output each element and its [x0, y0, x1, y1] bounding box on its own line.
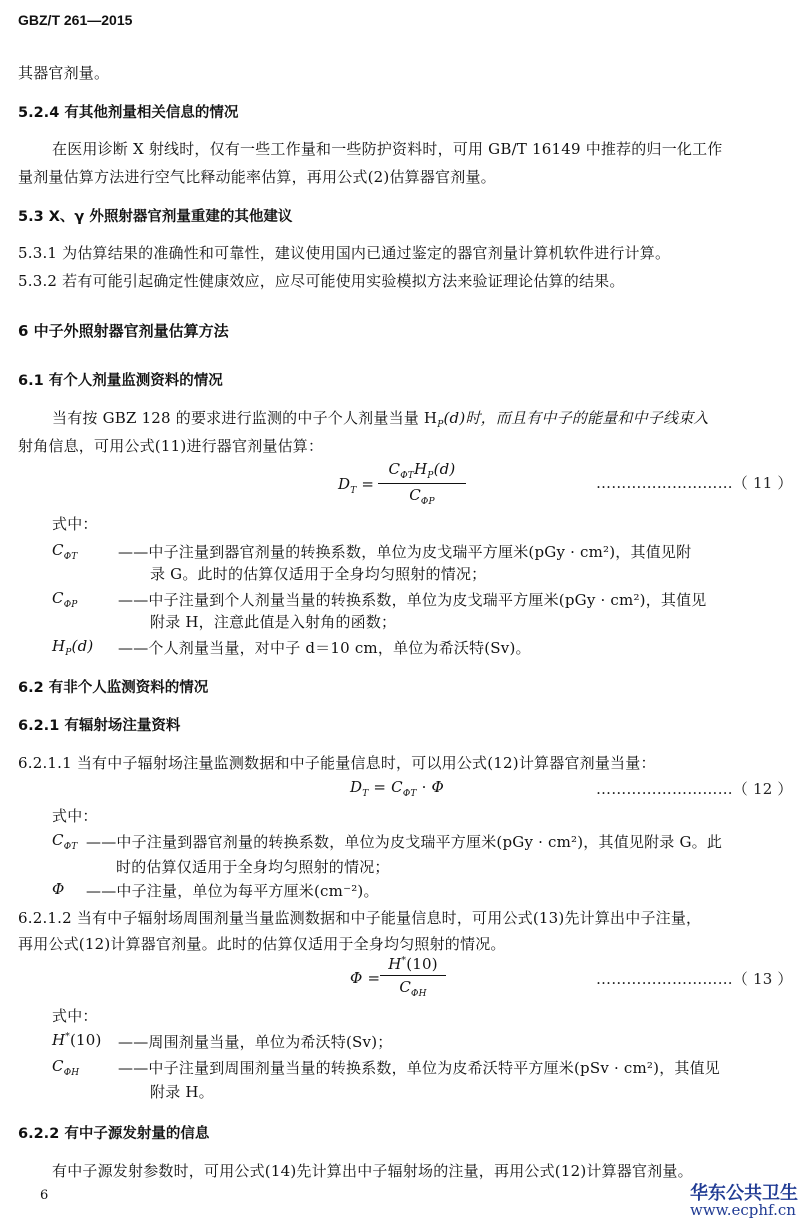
fraction-denominator: [378, 484, 466, 507]
symbol-phi: Φ: [431, 778, 445, 796]
equals-sign: =: [367, 969, 381, 987]
symbol-h: H: [414, 460, 428, 478]
symbol-sub: ΦT: [400, 471, 415, 481]
symbol-sub: ΦP: [63, 600, 78, 610]
symbol-phi: Φ: [350, 969, 363, 987]
fraction-numerator: [380, 955, 446, 976]
symbol-c: C: [52, 831, 64, 849]
var-phi: Φ: [52, 880, 65, 898]
equation-11-number: ………………………（ 11 ）: [596, 474, 793, 492]
symbol-sub: ΦH: [63, 1068, 80, 1078]
var-c-phi-h: [52, 1057, 79, 1078]
clause-5-3-2: 5.3.2 若有可能引起确定性健康效应，应尽可能使用实验模拟方法来验证理论估算的结果。: [18, 272, 625, 290]
section-heading-5-2-4: 5.2.4 有其他剂量相关信息的情况: [18, 105, 239, 121]
doc-standard-number: GBZ/T 261—2015: [18, 12, 133, 28]
symbol-c: C: [52, 589, 64, 607]
paragraph-line: [52, 407, 709, 430]
equation-12: [350, 778, 444, 799]
clause-6-2-1-2: 6.2.1.2 当有中子辐射场周围剂量当量监测数据和中子能量信息时，可用公式(13)先计算出中子注量，: [18, 909, 702, 927]
equation-11-lhs: [338, 475, 374, 496]
section-heading-6-1: 6.1 有个人剂量监测资料的情况: [18, 373, 223, 389]
watermark-url: www.ecphf.cn: [690, 1201, 796, 1219]
symbol-sub: P: [437, 420, 444, 430]
page-number: 6: [40, 1188, 49, 1203]
equation-13-number: ………………………（ 13 ）: [596, 970, 793, 988]
section-heading-6-2: 6.2 有非个人监测资料的情况: [18, 680, 209, 696]
symbol-c: C: [388, 460, 401, 478]
symbol-sub: P: [427, 471, 434, 481]
equals-sign: =: [361, 475, 375, 493]
symbol-sub: P: [65, 648, 72, 658]
var-c-phi-p: [52, 589, 78, 610]
symbol-d-upper: D: [338, 475, 351, 493]
symbol-arg: (10): [406, 955, 438, 973]
fraction-denominator: [380, 976, 446, 999]
paragraph-line: 再用公式(12)计算器官剂量。此时的估算仅适用于全身均匀照射的情况。: [18, 935, 506, 953]
var-definition: 录 G。此时的估算仅适用于全身均匀照射的情况；: [150, 565, 487, 583]
paragraph-line: 其器官剂量。: [18, 64, 110, 82]
symbol-sup: *: [65, 1032, 70, 1042]
var-definition: 附录 H。: [150, 1083, 214, 1101]
section-heading-5-3: 5.3 X、γ 外照射器官剂量重建的其他建议: [18, 209, 293, 225]
equation-11-fraction: [378, 460, 466, 507]
paragraph-line: 量剂量估算方法进行空气比释动能率估算，再用公式(2)估算器官剂量。: [18, 168, 496, 186]
var-definition: ——中子注量，单位为每平方厘米(cm⁻²)。: [86, 882, 379, 900]
symbol-c: C: [409, 486, 421, 504]
paragraph-line: 在医用诊断 X 射线时，仅有一些工作量和一些防护资料时，可用 GB/T 16149 中推荐的归一化工作: [52, 140, 723, 158]
symbol-d: (d): [71, 637, 94, 655]
section-heading-6-2-1: 6.2.1 有辐射场注量资料: [18, 718, 181, 734]
var-c-phi-t: [52, 541, 77, 562]
var-definition: ——中子注量到器官剂量的转换系数，单位为皮戈瑞平方厘米(pGy · cm²)，其值见附录 G。此: [86, 833, 723, 851]
multiply-dot: ·: [421, 778, 427, 796]
var-definition: 时的估算仅适用于全身均匀照射的情况；: [116, 858, 390, 876]
clause-6-2-1-1: 6.2.1.1 当有中子辐射场注量监测数据和中子能量信息时，可以用公式(12)计算器官剂量当量：: [18, 754, 656, 772]
watermark-name: 华东公共卫生: [690, 1183, 798, 1204]
symbol-sub: T: [362, 789, 369, 799]
text-segment: 当有按 GBZ 128 的要求进行监测的中子个人剂量当量 H: [52, 409, 438, 427]
symbol-sub: T: [350, 486, 357, 496]
paragraph-line: 射角信息，可用公式(11)进行器官剂量估算：: [18, 437, 324, 455]
symbol-arg: (10): [69, 1031, 102, 1049]
symbol-d: (d): [433, 460, 456, 478]
where-label: 式中：: [52, 1007, 98, 1025]
symbol-c: C: [52, 1057, 64, 1075]
var-hp-d: [52, 637, 93, 658]
symbol-h: H: [52, 1031, 66, 1049]
chapter-heading-6: 6 中子外照射器官剂量估算方法: [18, 322, 229, 340]
var-c-phi-t: [52, 831, 77, 852]
var-definition: ——中子注量到个人剂量当量的转换系数，单位为皮戈瑞平方厘米(pGy · cm²)，其值见: [118, 591, 707, 609]
equals-sign: =: [373, 778, 387, 796]
section-heading-6-2-2: 6.2.2 有中子源发射量的信息: [18, 1126, 210, 1142]
symbol-sub: ΦP: [420, 497, 435, 507]
var-definition: ——中子注量到器官剂量的转换系数，单位为皮戈瑞平方厘米(pGy · cm²)，其值见附: [118, 543, 692, 561]
var-definition: ——个人剂量当量，对中子 d＝10 cm，单位为希沃特(Sv)。: [118, 639, 531, 657]
symbol-c: C: [391, 778, 403, 796]
equation-12-number: ………………………（ 12 ）: [596, 780, 793, 798]
clause-5-3-1: 5.3.1 为估算结果的准确性和可靠性，建议使用国内已通过鉴定的器官剂量计算机软件进行计算。: [18, 244, 671, 262]
where-label: 式中：: [52, 807, 98, 825]
var-definition: ——周围剂量当量，单位为希沃特(Sv)；: [118, 1033, 393, 1051]
symbol-d: (d)时，而且有中子的能量和中子线束入: [443, 409, 709, 427]
var-definition: 附录 H，注意此值是入射角的函数；: [150, 613, 397, 631]
symbol-h: H: [52, 637, 66, 655]
symbol-d-upper: D: [350, 778, 363, 796]
symbol-c: C: [52, 541, 64, 559]
symbol-c: C: [399, 978, 412, 996]
symbol-sub: ΦT: [63, 842, 78, 852]
symbol-sub: ΦT: [63, 552, 78, 562]
equation-13-fraction: [380, 955, 446, 999]
var-definition: ——中子注量到周围剂量当量的转换系数，单位为皮希沃特平方厘米(pSv · cm²)，其值见: [118, 1059, 721, 1077]
symbol-sub: ΦT: [402, 789, 417, 799]
symbol-sub: ΦH: [411, 989, 427, 999]
var-h-star-10: [52, 1031, 102, 1049]
equation-13-lhs: [350, 969, 380, 987]
symbol-sup: *: [401, 956, 407, 966]
where-label: 式中：: [52, 515, 98, 533]
fraction-numerator: [378, 460, 466, 484]
symbol-h: H: [388, 955, 402, 973]
paragraph-line: 有中子源发射参数时，可用公式(14)先计算出中子辐射场的注量，再用公式(12)计算器官剂量。: [52, 1162, 693, 1180]
